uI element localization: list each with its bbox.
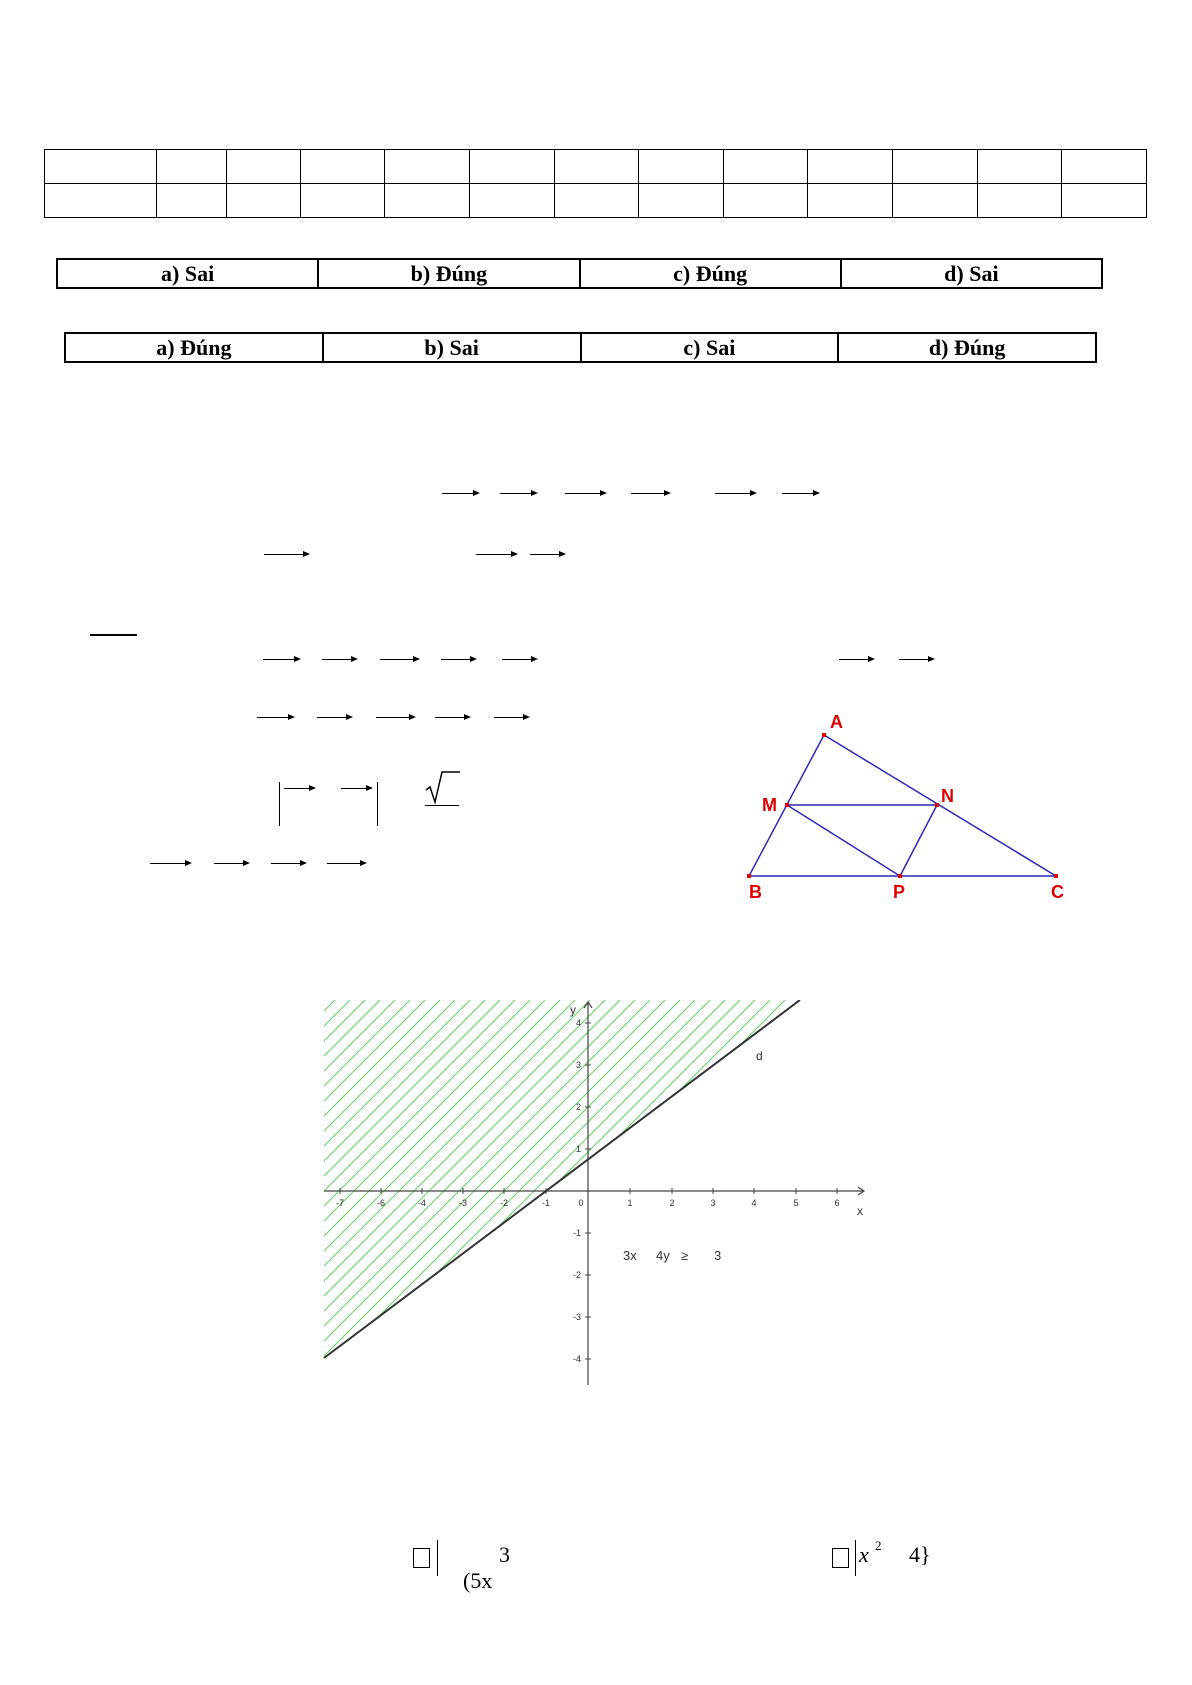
vertex-label-p: P (893, 882, 906, 902)
vector-arrow (264, 554, 308, 555)
svg-text:≥: ≥ (681, 1248, 689, 1263)
formula-base: x (859, 1542, 869, 1567)
vertex-label-a: A (830, 712, 843, 732)
grid-cell (45, 150, 157, 184)
formula-number: 4} (909, 1542, 931, 1567)
vector-arrow (530, 554, 564, 555)
answer-cell-d: d) Sai (841, 259, 1102, 288)
grid-cell (227, 150, 301, 184)
svg-text:3: 3 (714, 1248, 722, 1263)
grid-cell (1062, 184, 1147, 218)
fraction-bar (425, 805, 459, 806)
vector-arrow (502, 659, 536, 660)
x-tick-label: 6 (834, 1198, 840, 1208)
vector-arrow (327, 863, 365, 864)
vertex-label-n: N (941, 786, 954, 806)
vector-arrow (322, 659, 356, 660)
vector-arrow (435, 717, 469, 718)
vector-arrow (317, 717, 351, 718)
grid-cell (554, 150, 639, 184)
x-tick-label: -1 (541, 1198, 551, 1208)
y-tick-label: -1 (572, 1228, 581, 1238)
grid-cell (385, 184, 470, 218)
abs-bar-left (279, 782, 280, 826)
vector-arrow (565, 493, 605, 494)
x-tick-label: -7 (335, 1198, 345, 1208)
grid-cell (157, 150, 227, 184)
origin-label: 0 (578, 1198, 584, 1208)
x-tick-label: 1 (627, 1198, 633, 1208)
grid-cell (300, 150, 385, 184)
formula-number: 3 (499, 1542, 510, 1567)
x-tick-label: -2 (499, 1198, 509, 1208)
grid-cell (639, 150, 724, 184)
vertex-label-b: B (749, 882, 762, 902)
vector-arrow (441, 659, 475, 660)
grid-cell (639, 184, 724, 218)
vector-arrow (500, 493, 536, 494)
answer-cell-a: a) Đúng (65, 333, 323, 362)
grid-cell (893, 184, 978, 218)
vector-arrow (263, 659, 299, 660)
answer-table-1 (56, 258, 1103, 289)
vector-arrow (380, 659, 418, 660)
y-tick-label: 4 (575, 1018, 581, 1028)
formula-expression: (5x (463, 1568, 493, 1593)
vector-arrow (494, 717, 528, 718)
grid-cell (554, 184, 639, 218)
grid-cell (893, 150, 978, 184)
grid-cell (470, 184, 555, 218)
answer-cell-c: c) Sai (581, 333, 839, 362)
vector-arrow (476, 554, 516, 555)
grid-cell (300, 184, 385, 218)
y-tick-label: -2 (572, 1270, 581, 1280)
y-tick-label: -3 (572, 1312, 581, 1322)
vector-arrow (631, 493, 669, 494)
vector-arrow (341, 788, 371, 789)
grid-cell (808, 184, 893, 218)
vector-arrow (839, 659, 873, 660)
x-tick-label: 4 (751, 1198, 757, 1208)
inequality-graph (320, 1000, 880, 1385)
line-d-label: d (756, 1049, 763, 1063)
shaded-region (320, 1000, 800, 1385)
grid-cell (157, 184, 227, 218)
vertex-label-m: M (762, 795, 777, 815)
missing-glyph-box (413, 1548, 430, 1568)
vector-arrow (899, 659, 933, 660)
grid-cell (808, 150, 893, 184)
answer-cell-c: c) Đúng (580, 259, 841, 288)
y-tick-label: -4 (572, 1354, 581, 1364)
triangle-figure (740, 705, 1080, 905)
grid-cell (45, 184, 157, 218)
x-tick-label: -4 (417, 1198, 427, 1208)
grid-cell (723, 150, 808, 184)
set-bar (855, 1540, 856, 1576)
grid-cell (977, 150, 1062, 184)
inequality-label (623, 1248, 721, 1263)
answer-cell-d: d) Đúng (838, 333, 1096, 362)
x-tick-label: -3 (458, 1198, 468, 1208)
x-tick-label: -6 (376, 1198, 386, 1208)
sqrt-symbol (424, 768, 460, 808)
vector-arrow (782, 493, 818, 494)
grid-cell (1062, 150, 1147, 184)
vector-arrow (271, 863, 305, 864)
grid-cell (723, 184, 808, 218)
vector-arrow (214, 863, 248, 864)
vertex-label-c: C (1051, 882, 1064, 902)
y-tick-label: 2 (575, 1102, 581, 1112)
y-tick-label: 1 (575, 1144, 581, 1154)
grid-cell (977, 184, 1062, 218)
set-bar (437, 1540, 438, 1576)
y-axis-label: y (570, 1003, 576, 1017)
svg-text:4y: 4y (656, 1248, 670, 1263)
x-axis-label: x (857, 1204, 863, 1218)
x-tick-label: 2 (669, 1198, 675, 1208)
x-tick-label: 3 (710, 1198, 716, 1208)
vector-arrow (257, 717, 293, 718)
answer-table-2 (64, 332, 1097, 363)
grid-cell (227, 184, 301, 218)
answer-cell-a: a) Sai (57, 259, 318, 288)
grid-cell (385, 150, 470, 184)
formula-exponent: 2 (875, 1538, 882, 1553)
vector-arrow (715, 493, 755, 494)
y-tick-label: 3 (575, 1060, 581, 1070)
vector-arrow (376, 717, 414, 718)
empty-answer-grid (44, 149, 1147, 218)
abs-bar-right (377, 782, 378, 826)
underline-mark (90, 634, 137, 636)
answer-cell-b: b) Sai (323, 333, 581, 362)
vector-arrow (284, 788, 314, 789)
grid-cell (470, 150, 555, 184)
svg-text:3x: 3x (623, 1248, 637, 1263)
vector-arrow (442, 493, 478, 494)
missing-glyph-box (832, 1548, 849, 1568)
vector-arrow (150, 863, 190, 864)
answer-cell-b: b) Đúng (318, 259, 579, 288)
x-tick-label: 5 (793, 1198, 799, 1208)
